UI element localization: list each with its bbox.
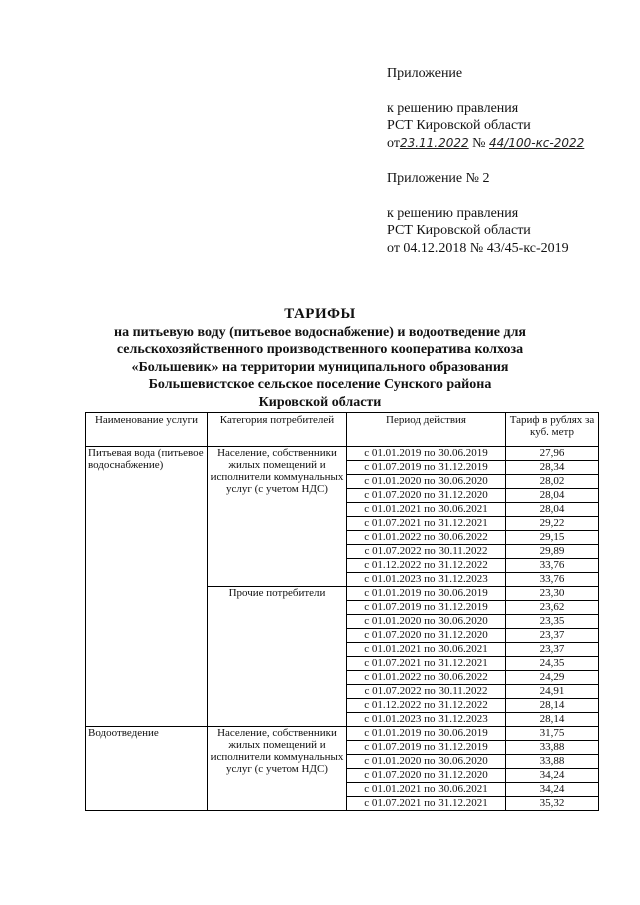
consumer-category-cell: Прочие потребители <box>208 587 347 727</box>
tariff-value-cell: 33,88 <box>506 741 599 755</box>
period-cell: с 01.07.2021 по 31.12.2021 <box>347 517 506 531</box>
service-name-cell: Питьевая вода (питьевое водоснабжение) <box>86 447 208 727</box>
appendix-2-label: Приложение № 2 <box>387 171 490 186</box>
tariff-value-cell: 33,88 <box>506 755 599 769</box>
tariff-value-cell: 35,32 <box>506 797 599 811</box>
period-cell: с 01.07.2022 по 30.11.2022 <box>347 685 506 699</box>
title-line-4: Большевистское сельское поселение Сунского района <box>148 377 492 392</box>
period-cell: с 01.07.2021 по 31.12.2021 <box>347 797 506 811</box>
period-cell: с 01.07.2022 по 30.11.2022 <box>347 545 506 559</box>
period-cell: с 01.01.2022 по 30.06.2022 <box>347 531 506 545</box>
tariff-value-cell: 29,22 <box>506 517 599 531</box>
tariff-value-cell: 23,62 <box>506 601 599 615</box>
title-line-5: Кировской области <box>258 394 382 410</box>
header-period: Период действия <box>347 413 506 447</box>
number-sign: № <box>472 135 486 151</box>
tariff-value-cell: 28,04 <box>506 503 599 517</box>
old-decision-line: к решению правления <box>387 205 519 221</box>
header-category: Категория потребителей <box>208 413 347 447</box>
period-cell: с 01.07.2021 по 31.12.2021 <box>347 657 506 671</box>
tariff-value-cell: 33,76 <box>506 559 599 573</box>
old-authority-line: РСТ Кировской области <box>387 223 531 238</box>
table-header-row <box>86 413 599 447</box>
tariff-value-cell: 28,14 <box>506 699 599 713</box>
appendix-block-new <box>387 65 584 152</box>
period-cell: с 01.01.2020 по 30.06.2020 <box>347 475 506 489</box>
tariff-value-cell: 33,76 <box>506 573 599 587</box>
tariff-value-cell: 28,02 <box>506 475 599 489</box>
document-title <box>80 306 560 411</box>
period-cell: с 01.07.2020 по 31.12.2020 <box>347 489 506 503</box>
tariff-value-cell: 29,89 <box>506 545 599 559</box>
tariff-value-cell: 27,96 <box>506 447 599 461</box>
tariff-value-cell: 24,35 <box>506 657 599 671</box>
period-cell: с 01.12.2022 по 31.12.2022 <box>347 559 506 573</box>
consumer-category-cell: Население, собственники жилых помещений и исполнители коммунальных услуг (с учетом НДС) <box>208 447 347 587</box>
period-cell: с 01.12.2022 по 31.12.2022 <box>347 699 506 713</box>
period-cell: с 01.01.2021 по 30.06.2021 <box>347 643 506 657</box>
decision-line: к решению правления <box>387 100 519 116</box>
period-cell: с 01.01.2021 по 30.06.2021 <box>347 783 506 797</box>
period-cell: с 01.07.2019 по 31.12.2019 <box>347 601 506 615</box>
tariff-value-cell: 34,24 <box>506 783 599 797</box>
period-cell: с 01.01.2019 по 30.06.2019 <box>347 587 506 601</box>
title-line-2: сельскохозяйственного производственного кооператива колхоза <box>116 342 524 357</box>
period-cell: с 01.07.2020 по 31.12.2020 <box>347 769 506 783</box>
handwritten-number: 44/100-кс-2022 <box>489 135 585 150</box>
title-line-3: «Большевик» на территории муниципального образования <box>131 359 509 375</box>
period-cell: с 01.01.2020 по 30.06.2020 <box>347 755 506 769</box>
period-cell: с 01.01.2020 по 30.06.2020 <box>347 615 506 629</box>
tariff-value-cell: 29,15 <box>506 531 599 545</box>
decision-date-number-line <box>387 135 584 153</box>
title-line-1: на питьевую воду (питьевое водоснабжение) и водоотведение для <box>114 324 526 340</box>
tariff-value-cell: 23,37 <box>506 643 599 657</box>
appendix-block-old <box>387 170 569 257</box>
tariff-value-cell: 24,91 <box>506 685 599 699</box>
authority-line: РСТ Кировской области <box>387 118 531 133</box>
period-cell: с 01.01.2023 по 31.12.2023 <box>347 573 506 587</box>
appendix-label: Приложение <box>387 66 463 81</box>
header-tariff: Тариф в рублях за куб. метр <box>506 413 599 447</box>
period-cell: с 01.01.2022 по 30.06.2022 <box>347 671 506 685</box>
tariff-value-cell: 31,75 <box>506 727 599 741</box>
tariff-table-body <box>86 447 599 811</box>
period-cell: с 01.01.2019 по 30.06.2019 <box>347 727 506 741</box>
period-cell: с 01.01.2021 по 30.06.2021 <box>347 503 506 517</box>
tariff-table <box>85 412 599 811</box>
period-cell: с 01.01.2023 по 31.12.2023 <box>347 713 506 727</box>
tariff-value-cell: 24,29 <box>506 671 599 685</box>
consumer-category-cell: Население, собственники жилых помещений и исполнители коммунальных услуг (с учетом НДС) <box>208 727 347 811</box>
tariff-value-cell: 23,37 <box>506 629 599 643</box>
tariff-value-cell: 28,14 <box>506 713 599 727</box>
service-name-cell: Водоотведение <box>86 727 208 811</box>
handwritten-date: 23.11.2022 <box>399 135 469 150</box>
old-decision-date-line: от 04.12.2018 № 43/45-кс-2019 <box>387 240 569 256</box>
tariff-value-cell: 28,34 <box>506 461 599 475</box>
period-cell: с 01.07.2019 по 31.12.2019 <box>347 741 506 755</box>
table-row <box>86 447 599 461</box>
period-cell: с 01.07.2020 по 31.12.2020 <box>347 629 506 643</box>
header-service: Наименование услуги <box>86 413 208 447</box>
table-row <box>86 727 599 741</box>
title-heading: ТАРИФЫ <box>284 306 356 322</box>
period-cell: с 01.07.2019 по 31.12.2019 <box>347 461 506 475</box>
tariff-value-cell: 28,04 <box>506 489 599 503</box>
date-prefix: от <box>387 135 400 151</box>
tariff-value-cell: 23,35 <box>506 615 599 629</box>
period-cell: с 01.01.2019 по 30.06.2019 <box>347 447 506 461</box>
tariff-value-cell: 23,30 <box>506 587 599 601</box>
tariff-value-cell: 34,24 <box>506 769 599 783</box>
